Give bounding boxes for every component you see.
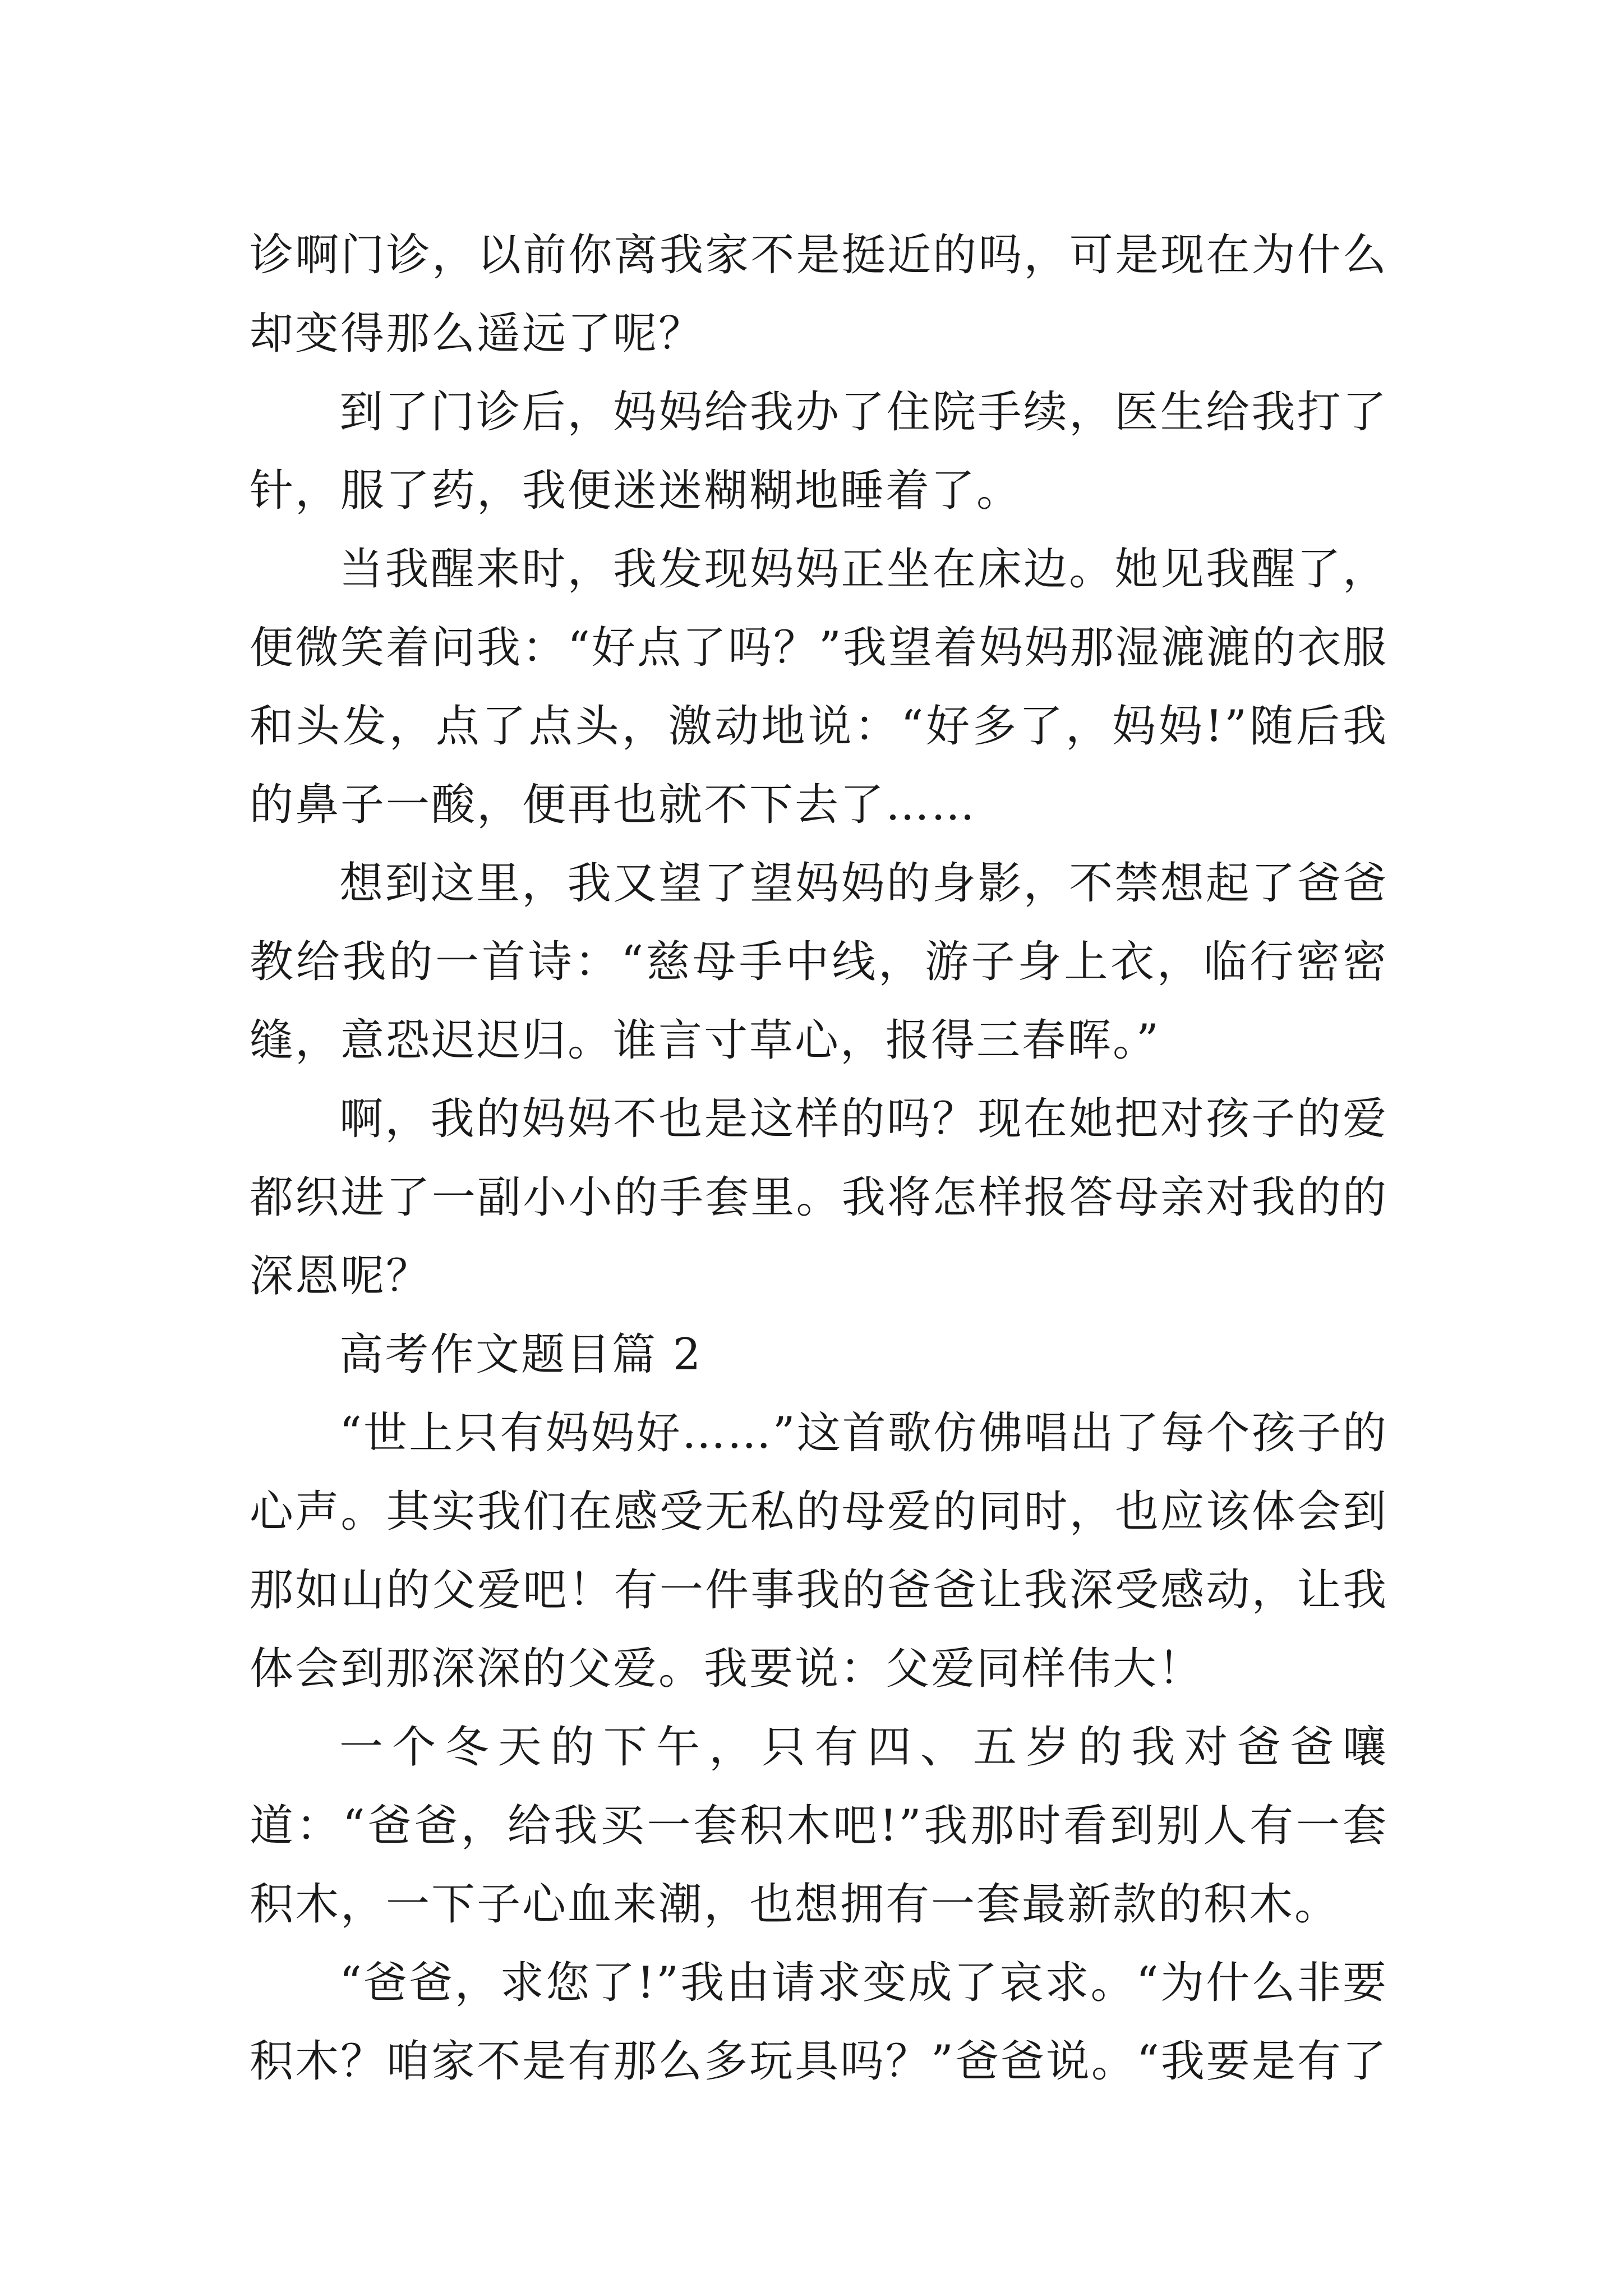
- paragraph: 啊，我的妈妈不也是这样的吗？现在她把对孩子的爱都织进了一副小小的手套里。我将怎样报答母亲对我的的深恩呢？: [250, 1094, 1388, 1301]
- document-body: [250, 216, 1388, 2101]
- paragraph: 当我醒来时，我发现妈妈正坐在床边。她见我醒了，便微笑着问我：“好点了吗？”我望着妈妈那湿漉漉的衣服和头发，点了点头，激动地说：“好多了，妈妈!”随后我的鼻子一酸，便再也就不下去了……: [250, 544, 1388, 830]
- paragraph: 想到这里，我又望了望妈妈的身影，不禁想起了爸爸教给我的一首诗：“慈母手中线，游子身上衣，临行密密缝，意恐迟迟归。谁言寸草心，报得三春晖。”: [250, 858, 1388, 1066]
- paragraph: “爸爸，求您了!”我由请求变成了哀求。“为什么非要积木？咱家不是有那么多玩具吗？”爸爸说。“我要是有了: [250, 1958, 1388, 2087]
- paragraph: 一个冬天的下午，只有四、五岁的我对爸爸嚷道：“爸爸，给我买一套积木吧!”我那时看到别人有一套积木，一下子心血来潮，也想拥有一套最新款的积木。: [250, 1722, 1388, 1930]
- section-heading: 高考作文题目篇 2: [339, 1329, 703, 1380]
- paragraph: 到了门诊后，妈妈给我办了住院手续，医生给我打了针，服了药，我便迷迷糊糊地睡着了。: [250, 387, 1388, 516]
- paragraph-continuation: 诊啊门诊，以前你离我家不是挺近的吗，可是现在为什么却变得那么遥远了呢？: [250, 230, 1388, 359]
- paragraph: “世上只有妈妈好……”这首歌仿佛唱出了每个孩子的心声。其实我们在感受无私的母爱的同时，也应该体会到那如山的父爱吧！有一件事我的爸爸让我深受感动，让我体会到那深深的父爱。我要说：父爱同样伟大！: [250, 1408, 1388, 1694]
